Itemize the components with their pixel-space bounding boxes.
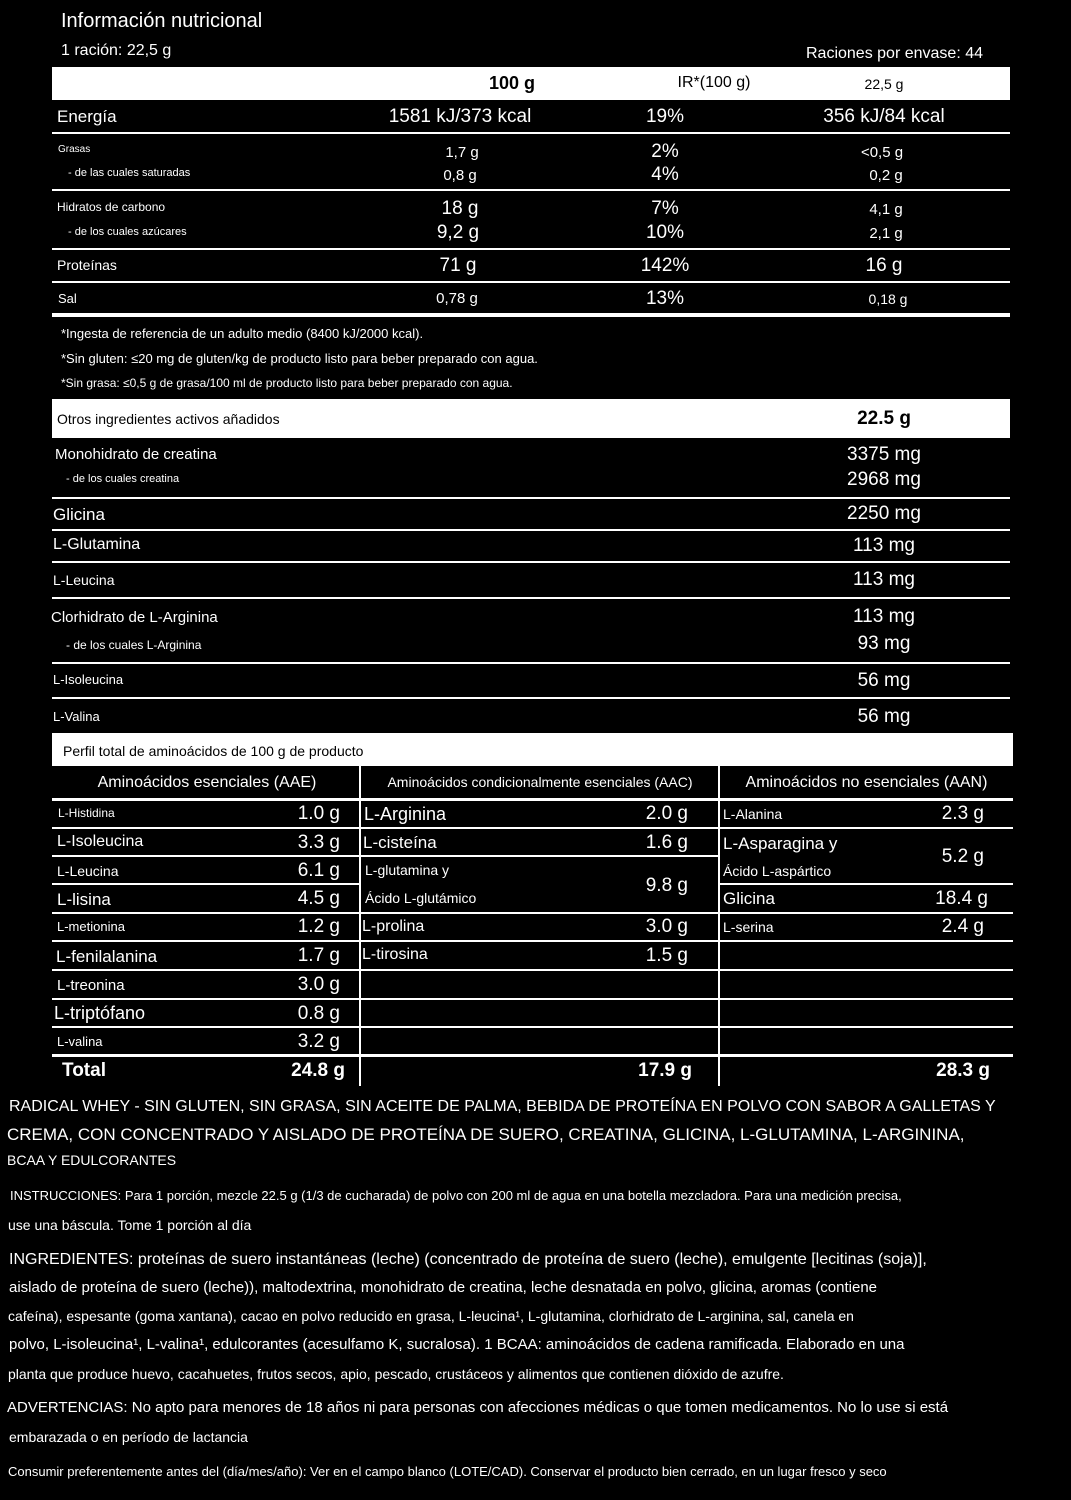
warnings: ADVERTENCIAS: No apto para menores de 18 años ni para personas con afecciones médicas o que tomen medicamentos. No lo use si está [7, 1399, 949, 1416]
nutrition-value-serving: 4,1 g [869, 201, 903, 218]
nutrition-value-100g: 9,2 g [436, 222, 480, 243]
row-divider [52, 132, 1010, 134]
page-title: Información nutricional [61, 10, 263, 32]
amino-name: L-cisteína [363, 833, 437, 852]
nutrition-label: Energía [57, 107, 117, 126]
amino-name: L-lisina [57, 890, 111, 909]
ingredients: polvo, L-isoleucina¹, L-valina¹, edulcorantes (acesulfamo K, sucralosa). 1 BCAA: aminoácidos de cadena ramificada. Elaborado en una [9, 1336, 905, 1353]
active-sublabel: - de los cuales L-Arginina [66, 638, 202, 652]
amino-value: 1.7 g [297, 945, 340, 966]
nutrition-value-ir: 7% [651, 198, 679, 219]
active-value: 56 mg [857, 706, 911, 727]
product-description: BCAA Y EDULCORANTES [7, 1152, 177, 1168]
amino-name: L-Asparagina y [723, 834, 838, 853]
total-aan: 28.3 g [936, 1060, 990, 1081]
row-divider [52, 912, 1013, 914]
actives-header-label: Otros ingredientes activos añadidos [57, 411, 280, 427]
row-divider [52, 281, 1010, 283]
col-serving: 22,5 g [864, 76, 904, 92]
nutrition-label: Hidratos de carbono [57, 200, 166, 214]
aae-header: Aminoácidos esenciales (AAE) [97, 774, 317, 791]
nutrition-value-100g: 1,7 g [445, 144, 479, 161]
amino-name: L-Alanina [723, 806, 783, 822]
footnote: *Sin gluten: ≤20 mg de gluten/kg de producto listo para beber preparado con agua. [61, 351, 538, 366]
row-divider [52, 940, 1013, 942]
servings-per-pack: Raciones por envase: 44 [806, 45, 983, 62]
warnings: embarazada o en período de lactancia [9, 1429, 248, 1445]
amino-value: 18.4 g [935, 888, 988, 909]
nutrition-value-ir: 10% [645, 222, 685, 243]
row-divider [52, 662, 1010, 664]
nutrition-value-ir: 2% [651, 141, 679, 162]
amino-value: 0.8 g [297, 1003, 340, 1024]
nutrition-sublabel: - de los cuales azúcares [68, 226, 187, 238]
col-ir: IR*(100 g) [677, 74, 751, 91]
active-value: 2968 mg [847, 469, 921, 490]
serving-size: 1 ración: 22,5 g [61, 42, 172, 59]
amino-name: L-metionina [57, 919, 125, 934]
active-sublabel: - de los cuales creatina [66, 473, 180, 485]
row-divider [52, 827, 1013, 829]
amino-name-line2: Ácido L-glutámico [365, 890, 477, 906]
row-divider [52, 998, 1013, 1000]
row-divider [52, 497, 1010, 499]
row-divider [360, 855, 719, 857]
nutrition-label: Proteínas [57, 257, 117, 273]
nutrition-value-100g: 18 g [441, 198, 479, 219]
footnote: *Ingesta de referencia de un adulto medio (8400 kJ/2000 kcal). [61, 326, 424, 341]
instructions: INSTRUCCIONES: Para 1 porción, mezcle 22.5 g (1/3 de cucharada) de polvo con 200 ml de agua en una botella mezcladora. Para una medición precisa, [10, 1188, 902, 1203]
amino-value: 5.2 g [941, 846, 984, 867]
row-divider [52, 189, 1010, 191]
active-value: 93 mg [857, 633, 911, 654]
ingredients: aislado de proteína de suero (leche)), maltodextrina, monohidrato de creatina, leche desnatada en polvo, glicina, aromas (contiene [9, 1279, 878, 1296]
active-label: L-Leucina [53, 572, 115, 588]
active-label: Glicina [53, 505, 105, 524]
amino-value: 3.2 g [297, 1031, 340, 1052]
ingredients: planta que produce huevo, cacahuetes, frutos secos, apio, pescado, crustáceos y alimentos que contienen dióxido de azufre. [8, 1366, 784, 1382]
amino-value: 1.2 g [297, 916, 340, 937]
aan-header: Aminoácidos no esenciales (AAN) [745, 774, 988, 791]
nutrition-value-serving: <0,5 g [860, 144, 904, 161]
amino-value: 2.3 g [941, 803, 984, 824]
amino-name: Glicina [723, 889, 775, 908]
nutrition-value-100g: 1581 kJ/373 kcal [388, 106, 532, 127]
nutrition-value-ir: 4% [651, 164, 679, 185]
amino-name: L-fenilalanina [56, 947, 158, 966]
row-divider [52, 248, 1010, 250]
nutrition-sublabel: - de las cuales saturadas [68, 167, 191, 179]
storage: Consumir preferentemente antes del (día/mes/año): Ver en el campo blanco (LOTE/CAD). Conservar el producto bien cerrado, en un lugar fresco y seco [8, 1464, 887, 1479]
active-label: L-Isoleucina [53, 672, 124, 687]
col-100g: 100 g [488, 73, 536, 93]
nutrition-value-serving: 16 g [865, 255, 903, 276]
ingredients: INGREDIENTES: proteínas de suero instantáneas (leche) (concentrado de proteína de suero (leche), emulgente [lecitinas (soja)], [9, 1251, 927, 1268]
footnote: *Sin grasa: ≤0,5 g de grasa/100 ml de producto listo para beber preparado con agua. [61, 376, 513, 390]
active-value: 113 mg [853, 535, 915, 556]
amino-value: 6.1 g [297, 860, 340, 881]
amino-name: L-tirosina [362, 946, 428, 963]
row-divider [52, 883, 360, 885]
active-value: 2250 mg [847, 503, 921, 524]
nutrition-value-ir: 13% [645, 288, 685, 309]
nutrition-value-ir: 142% [640, 255, 690, 276]
nutrition-value-serving: 356 kJ/84 kcal [823, 106, 945, 127]
amino-name: L-glutamina y [365, 862, 450, 878]
amino-name: L-prolina [362, 918, 425, 935]
aac-header: Aminoácidos condicionalmente esenciales (AAC) [387, 774, 693, 790]
row-divider [52, 969, 1013, 971]
active-label: L-Valina [53, 709, 100, 724]
row-divider [719, 883, 1013, 885]
row-divider [52, 561, 1010, 563]
active-label: L-Glutamina [53, 536, 141, 553]
amino-value: 4.5 g [297, 888, 340, 909]
amino-name: L-serina [723, 919, 774, 935]
amino-value: 3.0 g [297, 974, 340, 995]
amino-name: L-triptófano [54, 1003, 146, 1023]
active-value: 113 mg [853, 606, 915, 627]
total-aae: 24.8 g [291, 1060, 345, 1081]
amino-value: 1.0 g [297, 803, 340, 824]
product-description: CREMA, CON CONCENTRADO Y AISLADO DE PROTEÍNA DE SUERO, CREATINA, GLICINA, L-GLUTAMINA, L-ARGININA, [7, 1125, 965, 1144]
amino-name: L-Arginina [364, 804, 447, 824]
total-aac: 17.9 g [638, 1060, 692, 1081]
row-divider [52, 855, 360, 857]
amino-name-line2: Ácido L-aspártico [723, 863, 832, 879]
amino-name: L-Isoleucina [57, 833, 144, 850]
nutrition-value-100g: 0,78 g [436, 290, 478, 307]
active-label: Monohidrato de creatina [55, 446, 217, 463]
nutrition-label: Sal [58, 291, 77, 306]
row-divider [52, 597, 1010, 599]
nutrition-value-ir: 19% [645, 106, 685, 127]
amino-title-bar [52, 733, 1013, 766]
nutrition-value-100g: 0,8 g [443, 167, 477, 184]
nutrition-value-serving: 2,1 g [869, 225, 903, 242]
row-divider [52, 529, 1010, 531]
product-description: RADICAL WHEY - SIN GLUTEN, SIN GRASA, SIN ACEITE DE PALMA, BEBIDA DE PROTEÍNA EN POLVO CON SABOR A GALLETAS Y [9, 1098, 996, 1115]
ingredients: cafeína), espesante (goma xantana), cacao en polvo reducido en grasa, L-leucina¹, L-glutamina, clorhidrato de L-arginina, sal, canela en [8, 1308, 854, 1324]
nutrition-value-serving: 0,2 g [869, 167, 903, 184]
actives-header-value: 22.5 g [857, 408, 911, 429]
amino-value: 3.3 g [297, 832, 340, 853]
actives-header-bar [52, 399, 1010, 438]
amino-value: 1.6 g [645, 832, 688, 853]
nutrition-value-serving: 0,18 g [868, 291, 908, 307]
amino-name: L-Leucina [57, 863, 119, 879]
total-rule [52, 1054, 1013, 1057]
row-divider [52, 697, 1010, 699]
amino-value: 3.0 g [645, 916, 688, 937]
table-bottom-rule [52, 313, 1010, 317]
amino-value: 2.0 g [645, 803, 688, 824]
total-label: Total [62, 1060, 106, 1081]
active-label: Clorhidrato de L-Arginina [51, 609, 218, 626]
row-divider [52, 798, 1013, 801]
column-divider [718, 766, 720, 1086]
nutrition-header-bar [52, 67, 1010, 100]
active-value: 113 mg [853, 569, 915, 590]
amino-value: 1.5 g [645, 945, 688, 966]
active-value: 3375 mg [847, 444, 921, 465]
amino-name: L-treonina [57, 977, 125, 994]
instructions: use una báscula. Tome 1 porción al día [8, 1217, 252, 1233]
row-divider [52, 1026, 1013, 1028]
amino-value: 9.8 g [645, 875, 688, 896]
active-value: 56 mg [857, 670, 911, 691]
amino-name: L-valina [57, 1034, 103, 1049]
amino-title: Perfil total de aminoácidos de 100 g de producto [63, 743, 364, 759]
amino-name: L-Histidina [58, 806, 115, 820]
column-divider [359, 766, 361, 1086]
amino-value: 2.4 g [941, 916, 984, 937]
nutrition-label: Grasas [58, 144, 91, 155]
nutrition-value-100g: 71 g [439, 255, 477, 276]
